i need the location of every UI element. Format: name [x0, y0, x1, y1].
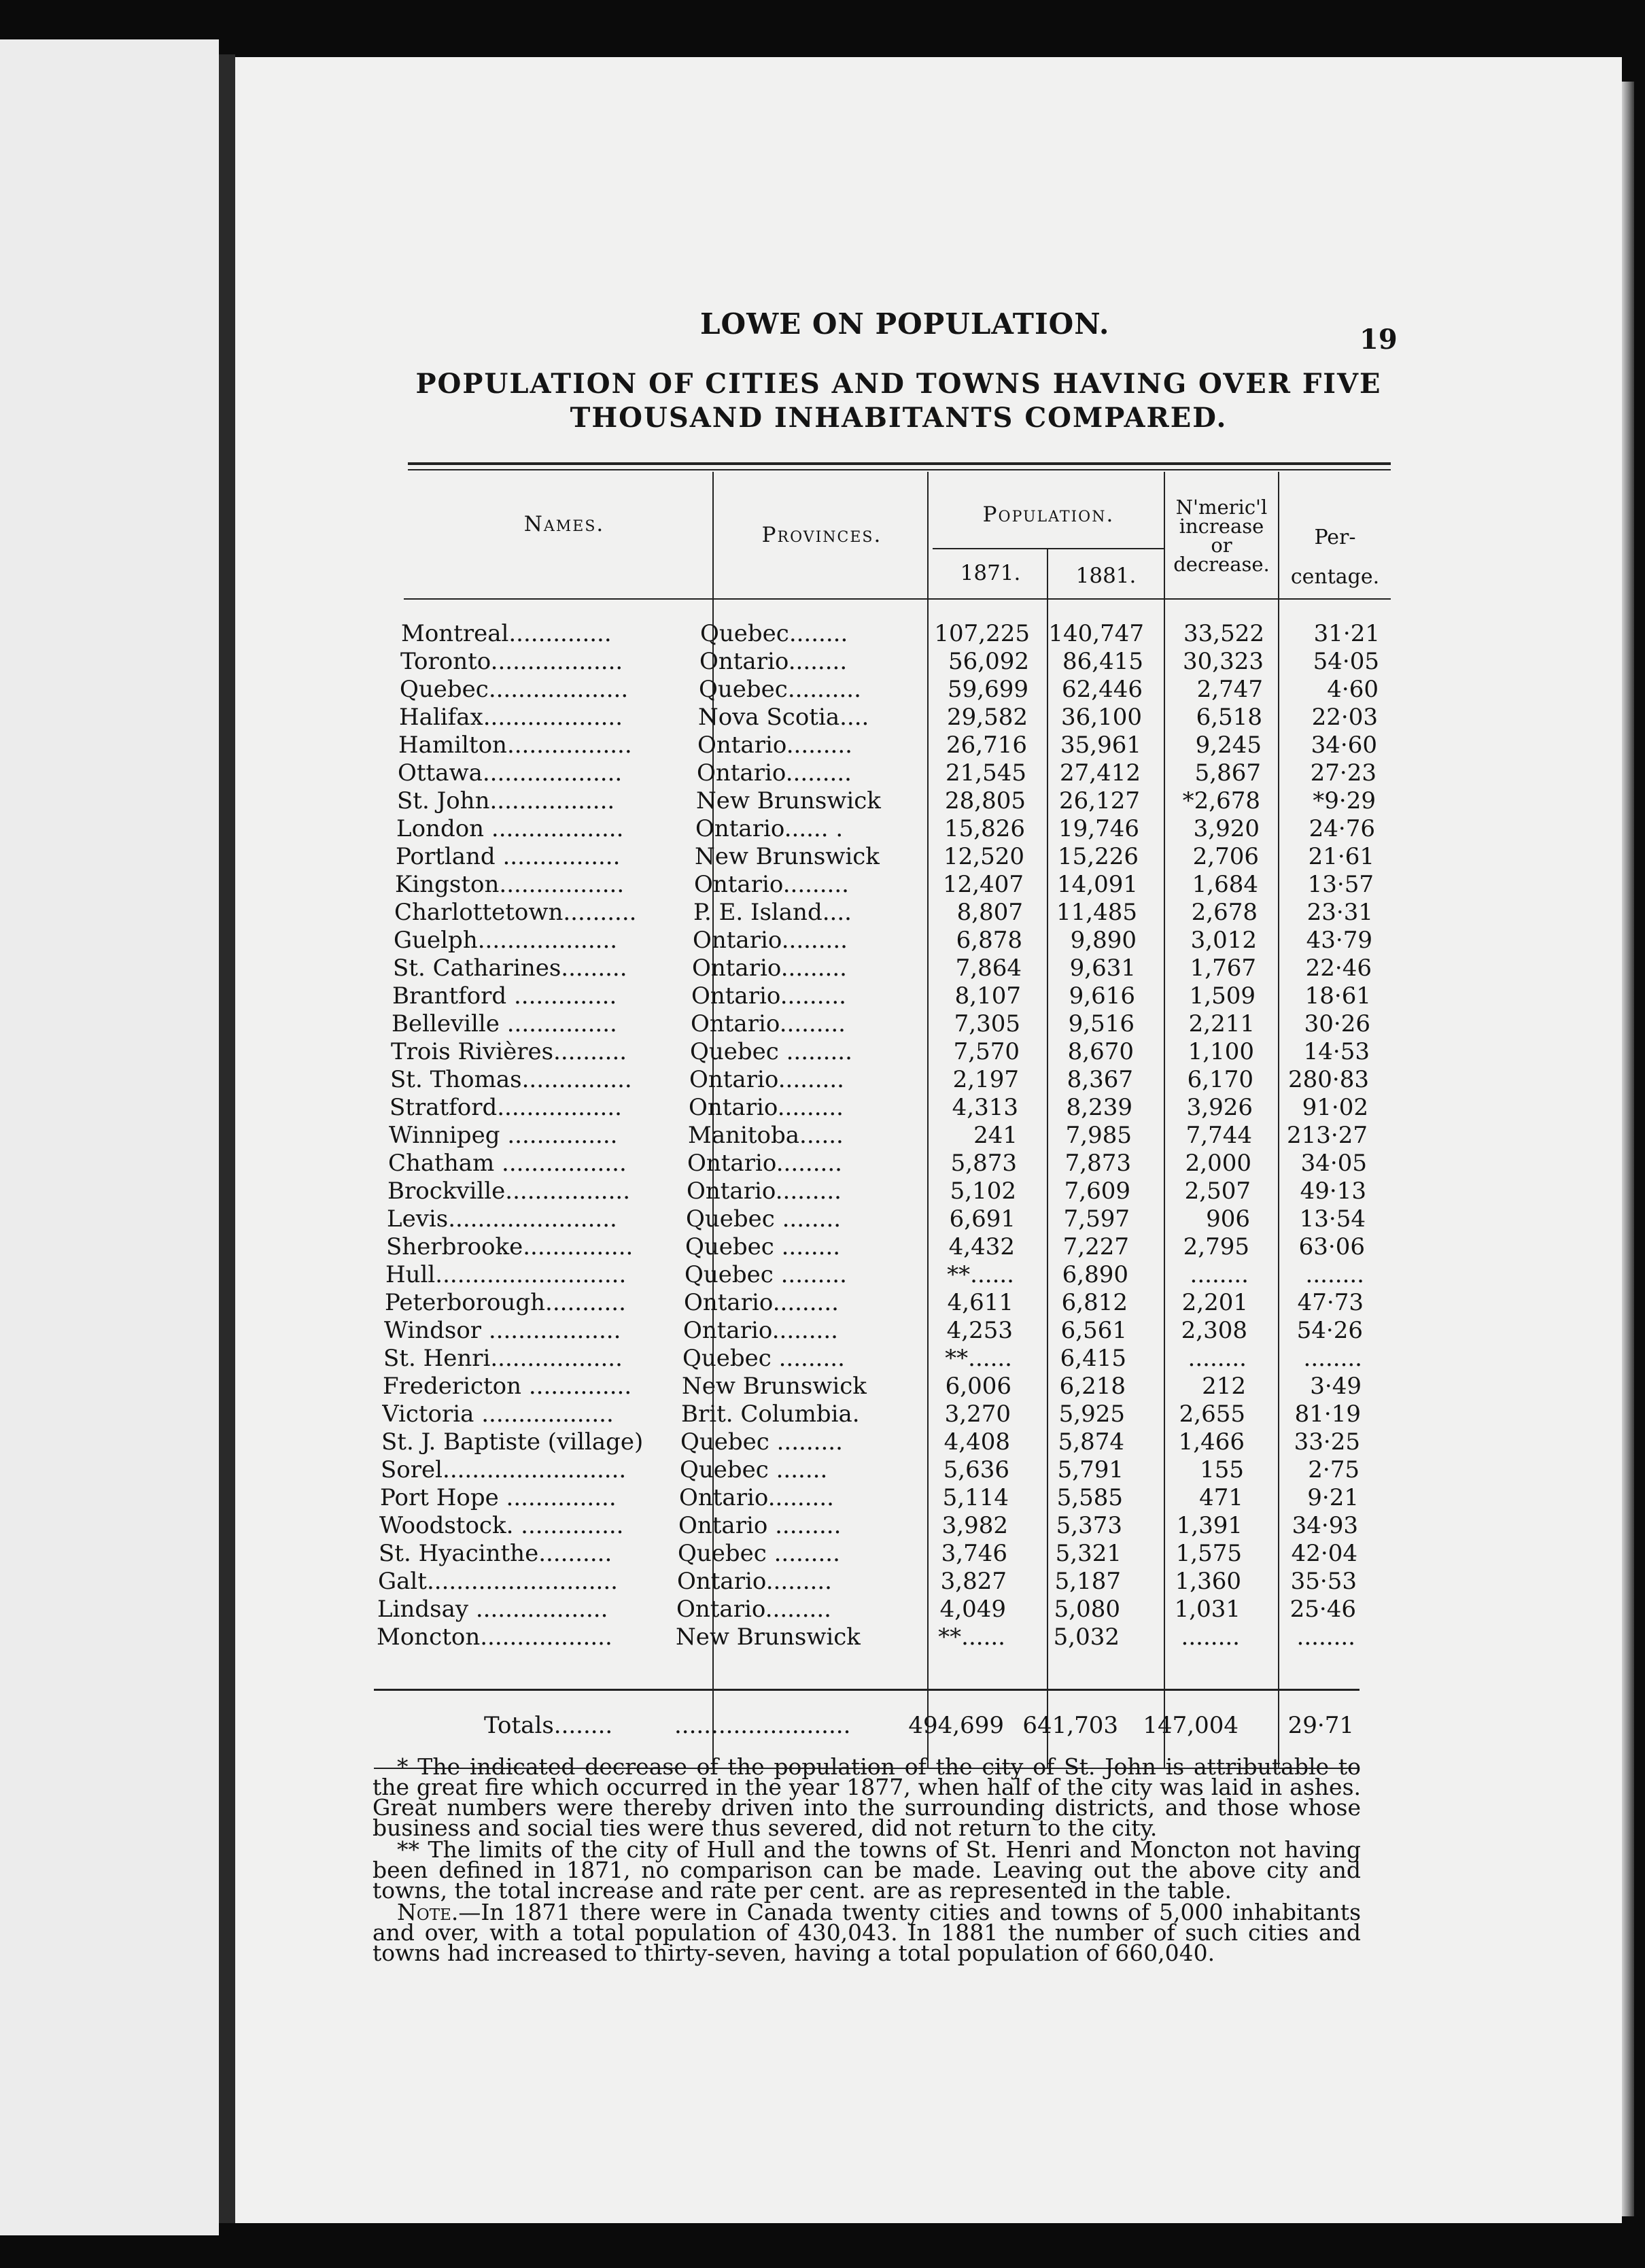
cell-1881: 62,446	[1062, 676, 1143, 703]
cell-percentage: 27·23	[1310, 759, 1376, 787]
header-population: Population.	[982, 502, 1115, 527]
cell-percentage: 43·79	[1306, 927, 1372, 954]
cell-change: 7,744	[1185, 1122, 1252, 1149]
cell-change: 906	[1206, 1205, 1250, 1233]
cell-1871: 4,253	[946, 1317, 1013, 1344]
cell-name: Chatham .................	[388, 1150, 627, 1177]
cell-1881: 7,985	[1065, 1122, 1132, 1149]
header-1881: 1881.	[1075, 564, 1137, 588]
cell-change: 6,518	[1196, 704, 1262, 731]
cell-province: New Brunswick	[676, 1623, 861, 1651]
table-row	[379, 1512, 1365, 1539]
table-row	[396, 815, 1382, 842]
cell-province: Ontario.........	[683, 1317, 838, 1344]
cell-province: Ontario.........	[687, 1150, 842, 1177]
totals-province: ........................	[674, 1712, 851, 1739]
header-percentage-line-1: Per-	[1314, 526, 1356, 549]
cell-province: Quebec .........	[680, 1428, 843, 1456]
cell-name: Halifax...................	[399, 704, 623, 731]
cell-percentage: 34·05	[1300, 1150, 1367, 1177]
cell-name: London ..................	[396, 815, 624, 842]
cell-province: New Brunswick	[682, 1373, 867, 1400]
cell-percentage: 18·61	[1304, 982, 1371, 1010]
table-row	[394, 899, 1380, 926]
cell-1881: 7,609	[1064, 1178, 1130, 1205]
cell-change: 1,684	[1192, 871, 1258, 898]
cell-change: 1,100	[1188, 1038, 1254, 1065]
cell-province: Ontario.........	[691, 1010, 846, 1037]
table-top-rule	[408, 462, 1391, 465]
header-provinces: Provinces.	[761, 523, 882, 547]
table-title-line-1: POPULATION OF CITIES AND TOWNS HAVING OVER FIVE	[415, 368, 1382, 400]
cell-change: 1,031	[1174, 1596, 1241, 1623]
cell-change: ........	[1181, 1623, 1240, 1651]
table-row	[378, 1568, 1364, 1595]
cell-change: 33,522	[1183, 620, 1264, 647]
cell-change: 2,747	[1196, 676, 1263, 703]
cell-change: ........	[1190, 1261, 1249, 1288]
header-1871: 1871.	[960, 561, 1021, 585]
cell-change: 2,507	[1184, 1178, 1251, 1205]
cell-percentage: 47·73	[1297, 1289, 1364, 1316]
cell-name: St. Hyacinthe..........	[379, 1540, 612, 1567]
cell-1881: 5,032	[1053, 1623, 1120, 1651]
cell-change: 9,245	[1195, 732, 1262, 759]
cell-percentage: 23·31	[1306, 899, 1373, 926]
cell-1871: 6,006	[945, 1373, 1011, 1400]
cell-name: Toronto..................	[400, 648, 623, 675]
cell-name: Lindsay ..................	[377, 1596, 608, 1623]
cell-name: Trois Rivières..........	[391, 1038, 627, 1065]
cell-percentage: 3·49	[1310, 1373, 1362, 1400]
cell-name: Windsor ..................	[384, 1317, 621, 1344]
cell-1871: 15,826	[944, 815, 1025, 842]
cell-percentage: 31·21	[1313, 620, 1380, 647]
cell-percentage: 81·19	[1294, 1401, 1361, 1428]
cell-percentage: 22·46	[1305, 955, 1372, 982]
cell-1871: 5,873	[950, 1150, 1017, 1177]
cell-change: 1,466	[1178, 1428, 1245, 1456]
cell-percentage: 54·05	[1313, 648, 1379, 675]
cell-percentage: 14·53	[1303, 1038, 1370, 1065]
cell-1871: 7,305	[954, 1010, 1020, 1037]
cell-name: Brockville.................	[387, 1178, 631, 1205]
table-top-rule-thin	[408, 469, 1391, 470]
cell-1871: 4,432	[948, 1233, 1015, 1260]
cell-1871: 12,407	[943, 871, 1024, 898]
cell-percentage: 33·25	[1294, 1428, 1360, 1456]
cell-change: 1,391	[1176, 1512, 1243, 1539]
cell-1871: 6,878	[956, 927, 1022, 954]
table-row	[381, 1428, 1367, 1456]
cell-1881: 8,670	[1067, 1038, 1134, 1065]
header-percentage-line-2: centage.	[1290, 565, 1380, 589]
cell-name: Ottawa...................	[398, 759, 623, 787]
cell-province: New Brunswick	[696, 787, 881, 814]
table-row	[397, 787, 1383, 814]
cell-province: Ontario .........	[678, 1512, 842, 1539]
table-row	[382, 1401, 1368, 1428]
cell-name: Fredericton ..............	[383, 1373, 632, 1400]
cell-province: Ontario...... .	[695, 815, 844, 842]
cell-1881: 35,961	[1060, 732, 1141, 759]
cell-province: Brit. Columbia.	[681, 1401, 860, 1428]
totals-label: Totals........	[484, 1712, 613, 1739]
cell-percentage: 9·21	[1307, 1484, 1359, 1511]
cell-name: St. Thomas...............	[390, 1066, 632, 1093]
cell-province: Ontario.........	[691, 982, 846, 1010]
cell-1881: 6,415	[1060, 1345, 1126, 1372]
cell-percentage: 280·83	[1288, 1066, 1369, 1093]
footnote-note	[373, 1899, 1361, 1966]
cell-change: 2,795	[1183, 1233, 1249, 1260]
cell-1871: 3,270	[944, 1401, 1011, 1428]
cell-1881: 5,321	[1055, 1540, 1122, 1567]
cell-change: 1,509	[1189, 982, 1256, 1010]
cell-percentage: 24·76	[1309, 815, 1375, 842]
cell-1881: 5,874	[1058, 1428, 1124, 1456]
cell-1881: 5,373	[1056, 1512, 1122, 1539]
table-row	[398, 759, 1383, 787]
cell-change: 2,706	[1192, 843, 1259, 870]
cell-1871: 4,408	[943, 1428, 1010, 1456]
cell-1881: 27,412	[1060, 759, 1141, 787]
table-row	[400, 676, 1385, 703]
cell-percentage: 2·75	[1308, 1456, 1360, 1483]
cell-percentage: 91·02	[1302, 1094, 1368, 1121]
cell-1871: 28,805	[945, 787, 1026, 814]
cell-1871: 2,197	[952, 1066, 1019, 1093]
cell-1871: 4,313	[952, 1094, 1018, 1121]
totals-1871: 494,699	[908, 1712, 1004, 1739]
table-title	[402, 367, 1395, 435]
cell-1881: 14,091	[1057, 871, 1138, 898]
table-row	[377, 1623, 1362, 1651]
table-row	[385, 1289, 1370, 1316]
cell-1881: 9,516	[1068, 1010, 1135, 1037]
cell-percentage: 49·13	[1300, 1178, 1366, 1205]
cell-1881: 8,367	[1067, 1066, 1133, 1093]
header-percentage	[1281, 518, 1389, 597]
cell-1871: **......	[945, 1345, 1012, 1372]
table-row	[377, 1596, 1363, 1623]
cell-name: Kingston.................	[395, 871, 625, 898]
cell-percentage: 35·53	[1290, 1568, 1357, 1595]
cell-percentage: 63·06	[1298, 1233, 1365, 1260]
table-row	[394, 927, 1379, 954]
cell-province: Ontario.........	[692, 955, 847, 982]
cell-name: Guelph...................	[394, 927, 618, 954]
cell-province: Manitoba......	[688, 1122, 844, 1149]
header-increase-line-2: increase	[1179, 515, 1264, 538]
table-row	[385, 1261, 1371, 1288]
cell-1871: 3,982	[941, 1512, 1008, 1539]
cell-1881: 15,226	[1058, 843, 1139, 870]
cell-change: 471	[1199, 1484, 1243, 1511]
cell-1881: 11,485	[1056, 899, 1137, 926]
cell-1871: 29,582	[947, 704, 1028, 731]
cell-province: Quebec .........	[682, 1345, 845, 1372]
cell-province: Quebec ........	[685, 1233, 841, 1260]
cell-1881: 6,890	[1062, 1261, 1128, 1288]
cell-1881: 6,561	[1060, 1317, 1127, 1344]
cell-province: P. E. Island....	[693, 899, 852, 926]
cell-1881: 5,925	[1058, 1401, 1125, 1428]
cell-1871: **......	[938, 1623, 1005, 1651]
cell-percentage: ........	[1303, 1345, 1362, 1372]
note-text: —In 1871 there were in Canada twenty cities and towns of 5,000 inhabitants and over, with a total population of 430,043. In 1881 the number of such cities and towns had increased to thirty-seven, having a total population of 660,040.	[373, 1899, 1361, 1966]
cell-province: Quebec..........	[699, 676, 861, 703]
table-row	[386, 1233, 1372, 1260]
table-row	[393, 955, 1379, 982]
cell-name: Moncton..................	[377, 1623, 612, 1651]
cell-name: Galt..........................	[378, 1568, 618, 1595]
cell-name: Montreal..............	[401, 620, 612, 647]
running-title: LOWE ON POPULATION.	[700, 307, 1110, 341]
cell-name: St. J. Baptiste (village)	[381, 1428, 644, 1456]
cell-1881: 9,616	[1069, 982, 1135, 1010]
header-increase	[1166, 498, 1277, 574]
cell-province: Ontario.........	[689, 1094, 844, 1121]
table-row	[387, 1205, 1372, 1233]
page-number: 19	[1360, 324, 1398, 356]
table-row	[391, 1038, 1376, 1065]
cell-1881: 7,873	[1064, 1150, 1131, 1177]
table-row	[399, 704, 1385, 731]
cell-name: St. Henri..................	[383, 1345, 623, 1372]
cell-1881: 86,415	[1062, 648, 1143, 675]
cell-percentage: 34·60	[1311, 732, 1377, 759]
cell-percentage: *9·29	[1313, 787, 1376, 814]
cell-1871: 59,699	[948, 676, 1028, 703]
cell-name: Victoria ..................	[382, 1401, 614, 1428]
cell-1871: 7,864	[955, 955, 1022, 982]
cell-change: 2,201	[1181, 1289, 1248, 1316]
table-row	[384, 1317, 1370, 1344]
cell-1881: 6,218	[1059, 1373, 1126, 1400]
cell-province: Quebec .........	[685, 1261, 847, 1288]
cell-change: 3,012	[1190, 927, 1257, 954]
cell-name: Peterborough...........	[385, 1289, 626, 1316]
header-increase-line-3: or	[1211, 534, 1232, 557]
cell-1871: 4,049	[939, 1596, 1006, 1623]
cell-name: Charlottetown..........	[394, 899, 637, 926]
cell-province: Ontario.........	[676, 1596, 831, 1623]
book-gutter	[219, 54, 235, 2223]
table-row	[379, 1540, 1364, 1567]
cell-percentage: 25·46	[1289, 1596, 1356, 1623]
cell-name: Quebec...................	[400, 676, 629, 703]
cell-change: 212	[1202, 1373, 1246, 1400]
totals-change: 147,004	[1143, 1712, 1239, 1739]
footnote-hull-st-henri-moncton: ** The limits of the city of Hull and the towns of St. Henri and Moncton not having been defined in 1871, no comparison can be made. Leaving out the above city and towns, the total increase and rate per cent. are as represented in the table.	[373, 1836, 1361, 1904]
table-row	[396, 843, 1381, 870]
header-bottom-rule	[404, 598, 1391, 600]
header-names: Names.	[523, 512, 605, 536]
cell-1871: 8,807	[956, 899, 1023, 926]
cell-change: 5,867	[1194, 759, 1261, 787]
cell-province: Quebec .........	[678, 1540, 840, 1567]
cell-1881: 26,127	[1059, 787, 1140, 814]
cell-1871: 12,520	[943, 843, 1024, 870]
cell-1871: 26,716	[946, 732, 1027, 759]
footnotes	[373, 1753, 1361, 1966]
cell-1881: 5,187	[1054, 1568, 1121, 1595]
totals-top-rule	[374, 1689, 1360, 1691]
cell-percentage: 42·04	[1291, 1540, 1357, 1567]
table-row	[388, 1150, 1374, 1177]
cell-1871: **......	[947, 1261, 1014, 1288]
cell-1881: 7,227	[1062, 1233, 1129, 1260]
cell-1871: 7,570	[953, 1038, 1020, 1065]
cell-percentage: 34·93	[1292, 1512, 1358, 1539]
cell-percentage: ........	[1296, 1623, 1355, 1651]
cell-change: 2,655	[1179, 1401, 1245, 1428]
cell-name: Winnipeg ...............	[389, 1122, 618, 1149]
cell-1881: 5,080	[1054, 1596, 1120, 1623]
cell-province: Ontario.........	[697, 732, 852, 759]
totals-percentage: 29·71	[1287, 1712, 1354, 1739]
table-row	[395, 871, 1381, 898]
table-row	[387, 1178, 1373, 1205]
cell-percentage: 13·57	[1307, 871, 1374, 898]
cell-1881: 9,890	[1070, 927, 1137, 954]
cell-change: *2,678	[1182, 787, 1260, 814]
cell-change: 2,211	[1188, 1010, 1255, 1037]
cell-1871: 4,611	[947, 1289, 1014, 1316]
table-row	[390, 1066, 1376, 1093]
cell-change: ........	[1188, 1345, 1247, 1372]
cell-province: Quebec ........	[686, 1205, 842, 1233]
cell-1871: 107,225	[934, 620, 1030, 647]
cell-1871: 21,545	[946, 759, 1026, 787]
cell-province: Quebec .........	[690, 1038, 852, 1065]
cell-1871: 241	[973, 1122, 1018, 1149]
cell-name: Levis.......................	[387, 1205, 617, 1233]
cell-1881: 8,239	[1066, 1094, 1132, 1121]
cell-province: Quebec........	[700, 620, 848, 647]
cell-province: Ontario.........	[677, 1568, 832, 1595]
cell-1871: 5,114	[942, 1484, 1009, 1511]
header-increase-line-4: decrease.	[1173, 553, 1270, 576]
cell-1881: 5,791	[1057, 1456, 1124, 1483]
cell-1871: 3,746	[941, 1540, 1007, 1567]
cell-percentage: 21·61	[1308, 843, 1374, 870]
table-row	[392, 1010, 1377, 1037]
cell-change: 3,920	[1193, 815, 1260, 842]
cell-name: Portland ................	[396, 843, 621, 870]
cell-percentage: ........	[1305, 1261, 1364, 1288]
cell-province: Ontario.........	[679, 1484, 834, 1511]
cell-province: Ontario........	[699, 648, 848, 675]
cell-1881: 6,812	[1061, 1289, 1128, 1316]
cell-1881: 140,747	[1048, 620, 1144, 647]
cell-1871: 8,107	[954, 982, 1021, 1010]
cell-change: 30,323	[1183, 648, 1264, 675]
cell-name: Woodstock. ..............	[379, 1512, 624, 1539]
cell-change: 1,575	[1175, 1540, 1242, 1567]
table-row	[389, 1122, 1374, 1149]
cell-1871: 6,691	[949, 1205, 1016, 1233]
table-row	[380, 1484, 1366, 1511]
cell-name: Sherbrooke...............	[386, 1233, 634, 1260]
cell-name: Hull..........................	[385, 1261, 627, 1288]
cell-percentage: 22·03	[1311, 704, 1378, 731]
cell-percentage: 54·26	[1296, 1317, 1363, 1344]
cell-1871: 56,092	[948, 648, 1029, 675]
cell-1881: 7,597	[1063, 1205, 1130, 1233]
cell-1871: 3,827	[940, 1568, 1007, 1595]
cell-province: Ontario.........	[687, 1178, 842, 1205]
cell-change: 2,308	[1181, 1317, 1247, 1344]
cell-name: Stratford.................	[389, 1094, 622, 1121]
table-row	[401, 620, 1387, 647]
cell-change: 2,678	[1191, 899, 1258, 926]
cell-1871: 5,102	[950, 1178, 1016, 1205]
cell-change: 1,360	[1175, 1568, 1241, 1595]
table-title-line-2: THOUSAND INHABITANTS COMPARED.	[570, 402, 1228, 434]
facing-page	[0, 39, 219, 2235]
cell-change: 3,926	[1186, 1094, 1253, 1121]
cell-province: Ontario.........	[684, 1289, 839, 1316]
totals-row	[375, 1712, 1361, 1739]
cell-name: Hamilton.................	[398, 732, 632, 759]
table-row	[381, 1456, 1366, 1483]
cell-1881: 9,631	[1069, 955, 1136, 982]
table-row	[383, 1373, 1368, 1400]
cell-province: Ontario.........	[697, 759, 852, 787]
table-row	[392, 982, 1378, 1010]
table-row	[383, 1345, 1369, 1372]
note-label: Note.	[397, 1899, 459, 1925]
cell-name: St. Catharines.........	[393, 955, 627, 982]
cell-name: St. John.................	[397, 787, 615, 814]
cell-province: Quebec .......	[680, 1456, 828, 1483]
cell-1881: 36,100	[1061, 704, 1142, 731]
page-edge	[1622, 82, 1634, 2216]
totals-1881: 641,703	[1022, 1712, 1118, 1739]
cell-1871: 5,636	[943, 1456, 1009, 1483]
cell-percentage: 13·54	[1299, 1205, 1366, 1233]
cell-name: Brantford ..............	[392, 982, 617, 1010]
population-subheader-rule	[933, 548, 1164, 549]
table-row	[389, 1094, 1375, 1121]
cell-1881: 5,585	[1056, 1484, 1123, 1511]
cell-province: Ontario.........	[689, 1066, 844, 1093]
cell-name: Port Hope ...............	[380, 1484, 617, 1511]
cell-name: Sorel.........................	[381, 1456, 627, 1483]
cell-province: Ontario.........	[693, 927, 848, 954]
cell-province: New Brunswick	[695, 843, 880, 870]
footnote-st-john: * The indicated decrease of the population of the city of St. John is attributable to the great fire which occurred in the year 1877, when half of the city was laid in ashes. Great numbers were thereby driven into the surrounding districts, and those whose business and social ties were thus severed, did not return to the city.	[373, 1753, 1361, 1841]
header-increase-line-1: N'meric'l	[1175, 496, 1268, 519]
table-row	[398, 732, 1384, 759]
cell-province: Ontario.........	[694, 871, 849, 898]
cell-change: 2,000	[1185, 1150, 1251, 1177]
cell-percentage: 213·27	[1287, 1122, 1368, 1149]
cell-change: 1,767	[1190, 955, 1256, 982]
table-row	[400, 648, 1386, 675]
cell-1881: 19,746	[1058, 815, 1139, 842]
cell-percentage: 4·60	[1327, 676, 1379, 703]
cell-change: 155	[1200, 1456, 1244, 1483]
cell-percentage: 30·26	[1304, 1010, 1370, 1037]
cell-name: Belleville ...............	[392, 1010, 617, 1037]
cell-change: 6,170	[1187, 1066, 1253, 1093]
cell-province: Nova Scotia....	[698, 704, 869, 731]
